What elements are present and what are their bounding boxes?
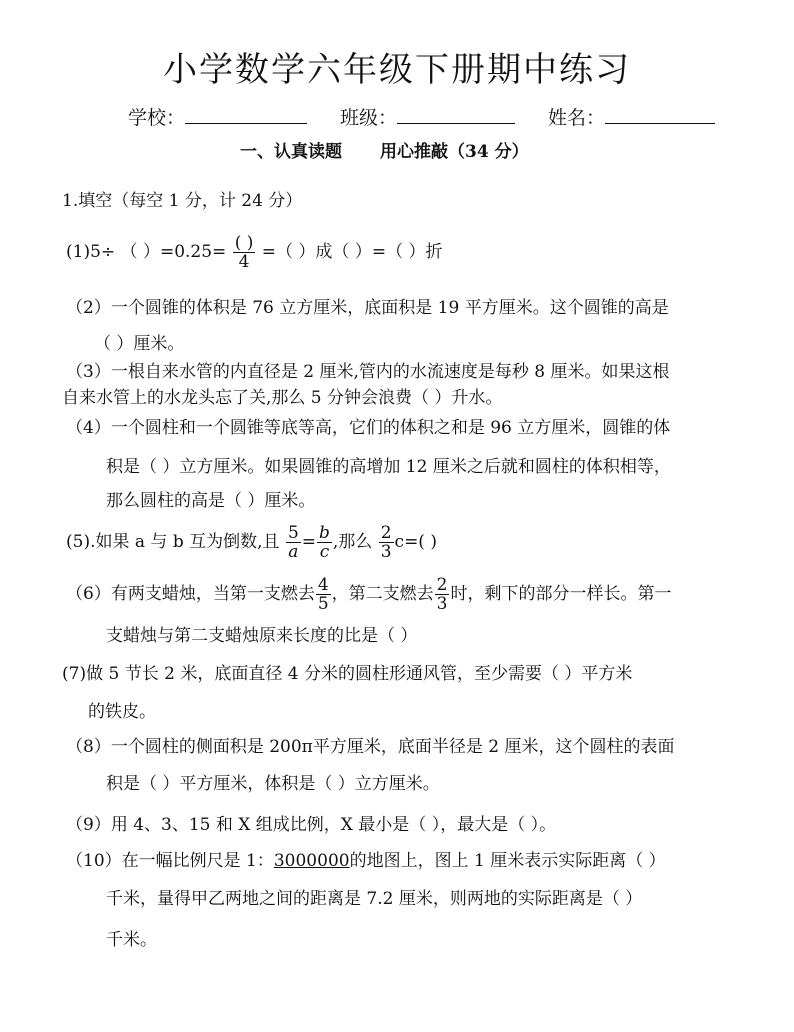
item-5-fraction-1: [286, 524, 301, 561]
item-1-frac-num: ( ): [234, 233, 254, 253]
item-6-frac2-den: 3: [436, 594, 448, 614]
item-10-line-2: 千米，量得甲乙两地之间的距离是 7.2 厘米，则两地的实际距离是（ ）: [106, 889, 643, 909]
item-5-text-b: ,那么: [332, 532, 373, 552]
item-7-line-1: (7)做 5 节长 2 米，底面直径 4 分米的圆柱形通风管，至少需要（ ）平方米: [62, 664, 633, 684]
question-heading: 1.填空（每空 1 分，计 24 分）: [62, 191, 303, 211]
item-6-line-2: 支蜡烛与第二支蜡烛原来长度的比是（ ）: [106, 626, 418, 646]
item-5-frac1-num: 5: [287, 523, 299, 543]
class-field: [340, 103, 515, 130]
name-blank[interactable]: [605, 105, 715, 124]
item-6-text-c: 时，剩下的部分一样长。第一: [450, 584, 672, 604]
page-title: 小学数学六年级下册期中练习: [163, 50, 631, 90]
section-part2: 用心推敲（34 分）: [380, 142, 529, 162]
item-6-text-a: （6）有两支蜡烛，当第一支燃去: [66, 584, 315, 604]
school-blank[interactable]: [185, 105, 307, 124]
item-5-text-c: c=( ): [394, 532, 437, 552]
item-8-line-1: （8）一个圆柱的侧面积是 200π平方厘米，底面半径是 2 厘米，这个圆柱的表面: [66, 737, 675, 757]
item-1-text-b: =（ ）成（ ）=（ ）折: [261, 242, 443, 262]
item-10-line-1: [66, 850, 666, 872]
name-label: 姓名：: [548, 107, 606, 129]
item-10-scale: 3000000: [273, 851, 350, 871]
item-6-text-b: ，第二支燃去: [331, 584, 434, 604]
item-7-line-2: 的铁皮。: [88, 702, 156, 722]
item-9-line-1: （9）用 4、3、15 和 X 组成比例，X 最小是（ ），最大是（ ）。: [66, 815, 557, 835]
item-6-frac1-den: 5: [317, 594, 329, 614]
item-6-fraction-2: [435, 576, 450, 613]
item-5-text-a: (5).如果 a 与 b 互为倒数,且: [66, 532, 280, 552]
item-2-line-2: （ ）厘米。: [94, 334, 185, 354]
item-5-frac1-den: a: [288, 542, 299, 562]
item-10-line-3: 千米。: [106, 930, 157, 950]
item-6-line-1: [66, 574, 671, 614]
item-4-line-1: （4）一个圆柱和一个圆锥等底等高，它们的体积之和是 96 立方厘米，圆锥的体: [66, 418, 671, 438]
section-heading: [240, 137, 529, 162]
section-part1: 一、认真读题: [240, 142, 342, 162]
item-5-frac2-den: c: [319, 542, 330, 562]
item-5-fraction-3: [379, 524, 394, 561]
item-4-line-3: 那么圆柱的高是（ ）厘米。: [106, 491, 316, 511]
item-6-fraction-1: [316, 576, 331, 613]
item-6-frac2-num: 2: [436, 575, 448, 595]
item-5-fraction-2: [317, 524, 332, 561]
item-5-frac3-num: 2: [380, 523, 392, 543]
item-5-frac3-den: 3: [380, 542, 392, 562]
item-10-text-b: 的地图上，图上 1 厘米表示实际距离（ ）: [349, 851, 666, 871]
item-6-frac1-num: 4: [317, 575, 329, 595]
item-5-equals: =: [301, 532, 317, 552]
item-1: [66, 232, 442, 272]
item-4-line-2: 积是（ ）立方厘米。如果圆锥的高增加 12 厘米之后就和圆柱的体积相等，: [106, 457, 671, 477]
name-field: [548, 103, 715, 130]
item-3-line-2: 自来水管上的水龙头忘了关,那么 5 分钟会浪费（ ）升水。: [62, 388, 503, 408]
class-blank[interactable]: [397, 105, 515, 124]
school-field: [128, 103, 307, 130]
class-label: 班级：: [340, 107, 398, 129]
item-5-frac2-num: b: [319, 523, 330, 543]
item-2-line-1: （2）一个圆锥的体积是 76 立方厘米，底面积是 19 平方厘米。这个圆锥的高是: [66, 298, 669, 318]
item-1-frac-den: 4: [238, 252, 250, 272]
school-label: 学校：: [128, 107, 186, 129]
item-10-text-a: （10）在一幅比例尺是 1：: [66, 851, 274, 871]
item-3-line-1: （3）一根自来水管的内直径是 2 厘米,管内的水流速度是每秒 8 厘米。如果这根: [66, 362, 670, 382]
item-1-fraction: [233, 234, 256, 271]
item-8-line-2: 积是（ ）平方厘米，体积是（ ）立方厘米。: [106, 774, 440, 794]
item-1-text-a: (1)5÷ （ ）=0.25=: [66, 242, 227, 262]
item-5: [66, 522, 437, 562]
